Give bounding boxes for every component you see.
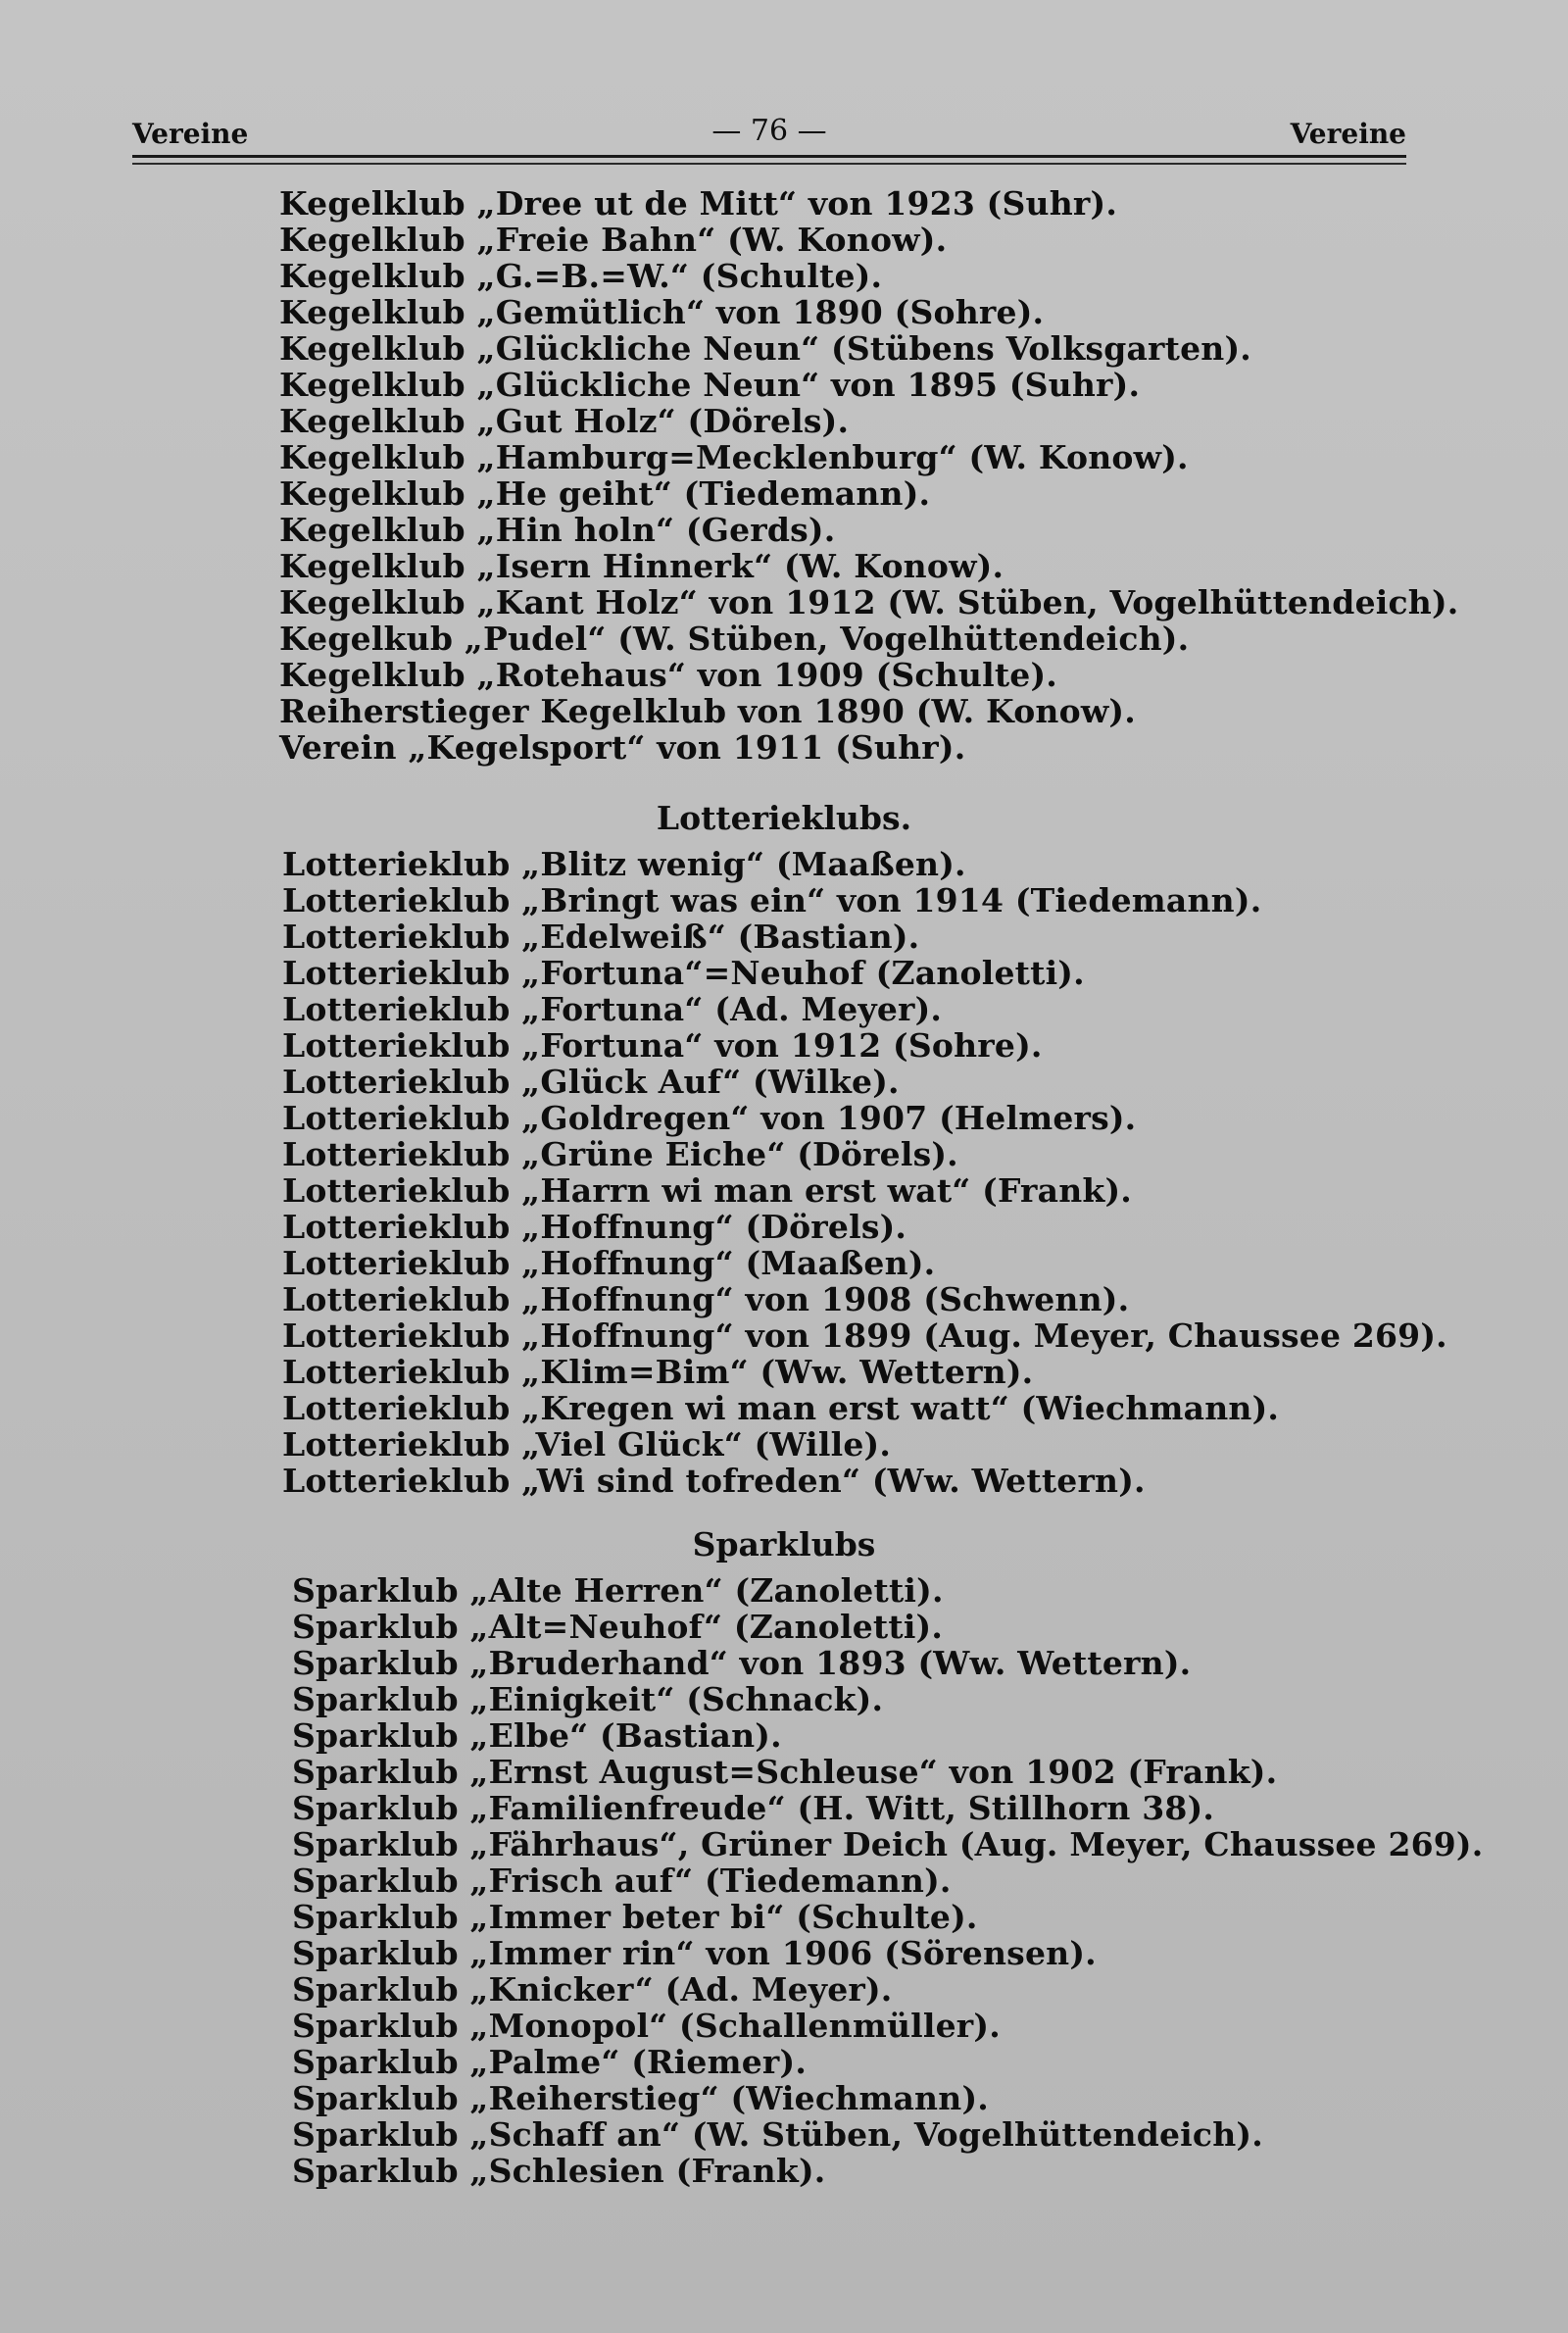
list-item: Lotterieklub „Grüne Eiche“ (Dörels). bbox=[282, 1135, 958, 1173]
list-item: Kegelkub „Pudel“ (W. Stüben, Vogelhüttendeich). bbox=[279, 620, 1190, 658]
header-left-title: Vereine bbox=[132, 118, 249, 150]
list-item: Sparklub „Frisch auf“ (Tiedemann). bbox=[292, 1861, 952, 1900]
list-item: Reiherstieger Kegelklub von 1890 (W. Konow). bbox=[279, 692, 1136, 730]
list-item: Sparklub „Schlesien (Frank). bbox=[292, 2152, 826, 2190]
list-item: Kegelklub „G.=B.=W.“ (Schulte). bbox=[279, 257, 883, 295]
list-item: Sparklub „Einigkeit“ (Schnack). bbox=[292, 1680, 884, 1718]
list-item: Kegelklub „Isern Hinnerk“ (W. Konow). bbox=[279, 547, 1004, 585]
list-item: Sparklub „Alt=Neuhof“ (Zanoletti). bbox=[292, 1608, 944, 1646]
list-item: Lotterieklub „Hoffnung“ von 1908 (Schwenn). bbox=[282, 1280, 1130, 1318]
list-item: Sparklub „Palme“ (Riemer). bbox=[292, 2043, 808, 2081]
list-item: Sparklub „Immer rin“ von 1906 (Sörensen). bbox=[292, 1934, 1097, 1972]
list-item: Kegelklub „Hin holn“ (Gerds). bbox=[279, 511, 836, 549]
list-item: Lotterieklub „Glück Auf“ (Wilke). bbox=[282, 1063, 900, 1101]
list-item: Lotterieklub „Kregen wi man erst watt“ (Wiechmann). bbox=[282, 1389, 1280, 1427]
list-item: Sparklub „Elbe“ (Bastian). bbox=[292, 1716, 782, 1755]
list-item: Lotterieklub „Blitz wenig“ (Maaßen). bbox=[282, 845, 966, 883]
list-item: Kegelklub „He geiht“ (Tiedemann). bbox=[279, 474, 931, 513]
list-item: Verein „Kegelsport“ von 1911 (Suhr). bbox=[279, 728, 966, 767]
page-header bbox=[132, 110, 1406, 149]
list-item: Lotterieklub „Fortuna“=Neuhof (Zanoletti). bbox=[282, 954, 1085, 992]
list-item: Sparklub „Immer beter bi“ (Schulte). bbox=[292, 1898, 978, 1936]
header-right-title: Vereine bbox=[1290, 118, 1406, 150]
list-item: Sparklub „Alte Herren“ (Zanoletti). bbox=[292, 1571, 944, 1610]
section-heading-sparklubs: Sparklubs bbox=[692, 1525, 876, 1564]
list-item: Lotterieklub „Wi sind tofreden“ (Ww. Wettern). bbox=[282, 1462, 1146, 1500]
list-item: Lotterieklub „Edelweiß“ (Bastian). bbox=[282, 918, 920, 956]
list-item: Lotterieklub „Viel Glück“ (Wille). bbox=[282, 1425, 892, 1464]
list-item: Sparklub „Reiherstieg“ (Wiechmann). bbox=[292, 2079, 989, 2117]
list-item: Lotterieklub „Fortuna“ von 1912 (Sohre). bbox=[282, 1026, 1043, 1065]
section-heading-lotterieklubs: Lotterieklubs. bbox=[656, 799, 912, 837]
list-item: Sparklub „Knicker“ (Ad. Meyer). bbox=[292, 1970, 893, 2009]
list-item: Lotterieklub „Hoffnung“ von 1899 (Aug. Meyer, Chaussee 269). bbox=[282, 1316, 1447, 1355]
list-item: Sparklub „Familienfreude“ (H. Witt, Stillhorn 38). bbox=[292, 1789, 1215, 1827]
list-item: Kegelklub „Kant Holz“ von 1912 (W. Stüben, Vogelhüttendeich). bbox=[279, 583, 1459, 621]
list-item: Sparklub „Fährhaus“, Grüner Deich (Aug. Meyer, Chaussee 269). bbox=[292, 1825, 1484, 1863]
page-number: — 76 — bbox=[711, 114, 827, 148]
list-item: Sparklub „Schaff an“ (W. Stüben, Vogelhüttendeich). bbox=[292, 2115, 1263, 2154]
list-item: Kegelklub „Glückliche Neun“ von 1895 (Suhr). bbox=[279, 366, 1141, 404]
list-item: Lotterieklub „Goldregen“ von 1907 (Helmers). bbox=[282, 1099, 1137, 1137]
header-rule-thin bbox=[132, 163, 1406, 165]
list-item: Kegelklub „Gemütlich“ von 1890 (Sohre). bbox=[279, 293, 1045, 331]
list-item: Sparklub „Ernst August=Schleuse“ von 1902 (Frank). bbox=[292, 1753, 1278, 1791]
list-item: Sparklub „Monopol“ (Schallenmüller). bbox=[292, 2007, 1001, 2045]
list-item: Kegelklub „Rotehaus“ von 1909 (Schulte). bbox=[279, 656, 1057, 694]
list-item: Kegelklub „Hamburg=Mecklenburg“ (W. Konow). bbox=[279, 438, 1189, 476]
list-item: Lotterieklub „Hoffnung“ (Maaßen). bbox=[282, 1244, 936, 1282]
list-item: Kegelklub „Dree ut de Mitt“ von 1923 (Suhr). bbox=[279, 184, 1118, 223]
list-item: Lotterieklub „Fortuna“ (Ad. Meyer). bbox=[282, 990, 943, 1028]
list-item: Lotterieklub „Hoffnung“ (Dörels). bbox=[282, 1208, 907, 1246]
list-item: Kegelklub „Glückliche Neun“ (Stübens Volksgarten). bbox=[279, 329, 1251, 368]
list-item: Lotterieklub „Harrn wi man erst wat“ (Frank). bbox=[282, 1171, 1132, 1210]
header-rule bbox=[132, 155, 1406, 158]
list-item: Lotterieklub „Klim=Bim“ (Ww. Wettern). bbox=[282, 1353, 1034, 1391]
list-item: Kegelklub „Freie Bahn“ (W. Konow). bbox=[279, 221, 948, 259]
list-item: Sparklub „Bruderhand“ von 1893 (Ww. Wettern). bbox=[292, 1644, 1192, 1682]
list-item: Lotterieklub „Bringt was ein“ von 1914 (Tiedemann). bbox=[282, 881, 1262, 919]
list-item: Kegelklub „Gut Holz“ (Dörels). bbox=[279, 402, 850, 440]
